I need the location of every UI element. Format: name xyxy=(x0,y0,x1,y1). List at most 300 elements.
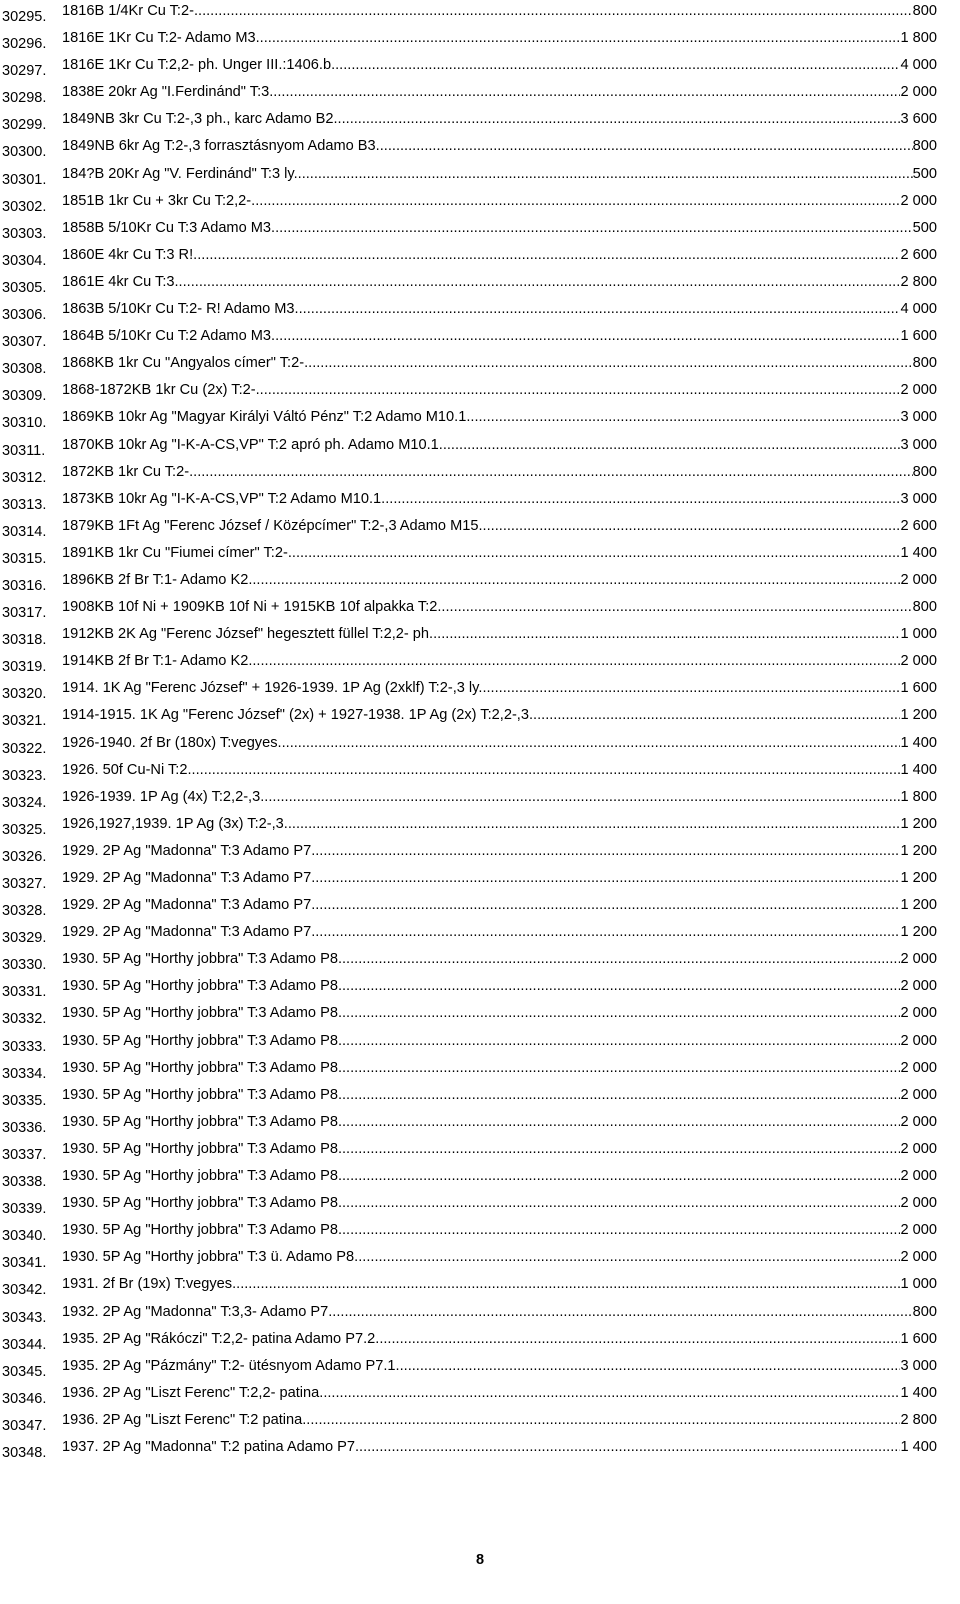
list-item xyxy=(0,434,960,461)
dot-leader xyxy=(354,1249,900,1265)
item-description: 1931. 2f Br (19x) T:vegyes xyxy=(62,1276,233,1293)
item-description: 1896KB 2f Br T:1- Adamo K2 xyxy=(62,571,249,588)
item-price: 2 000 xyxy=(900,1140,937,1157)
list-item xyxy=(0,1246,960,1273)
entry-line xyxy=(62,897,937,913)
dot-leader xyxy=(251,193,900,209)
lot-number: 30295. xyxy=(2,9,47,25)
dot-leader xyxy=(319,1385,900,1401)
list-item xyxy=(0,54,960,81)
item-description: 1816E 1Kr Cu T:2,2- ph. Unger III.:1406.b xyxy=(62,57,332,74)
entry-line xyxy=(62,274,937,290)
entry-line xyxy=(62,735,937,751)
list-item xyxy=(0,0,960,27)
list-item xyxy=(0,352,960,379)
item-description: 1935. 2P Ag "Pázmány" T:2- ütésnyom Adamo P7.1 xyxy=(62,1357,396,1374)
dot-leader xyxy=(248,572,900,588)
item-price: 2 600 xyxy=(900,517,937,534)
entry-line xyxy=(62,816,937,832)
item-description: 1929. 2P Ag "Madonna" T:3 Adamo P7 xyxy=(62,897,312,914)
item-price: 2 000 xyxy=(900,1113,937,1130)
item-price: 500 xyxy=(912,165,937,182)
item-price: 800 xyxy=(912,138,937,155)
dot-leader xyxy=(256,382,901,398)
list-item xyxy=(0,840,960,867)
dot-leader xyxy=(338,1087,901,1103)
lot-number: 30313. xyxy=(2,496,47,513)
dot-leader xyxy=(260,789,900,805)
entry-line xyxy=(62,518,937,534)
list-item xyxy=(0,406,960,433)
item-description: 1930. 5P Ag "Horthy jobbra" T:3 Adamo P8 xyxy=(62,951,338,968)
dot-leader xyxy=(332,1304,912,1320)
item-price: 3 000 xyxy=(900,436,937,453)
item-price: 3 000 xyxy=(900,409,937,426)
item-price: 4 000 xyxy=(900,301,937,318)
item-description: 1863B 5/10Kr Cu T:2- R! Adamo M3 xyxy=(62,301,295,318)
lot-number: 30330. xyxy=(2,957,47,974)
entry-line xyxy=(62,301,937,317)
item-description: 184?B 20Kr Ag "V. Ferdinánd" T:3 ly. xyxy=(62,165,298,182)
entry-line xyxy=(62,437,937,453)
list-item xyxy=(0,650,960,677)
item-price: 1 600 xyxy=(900,328,937,345)
item-description: 1930. 5P Ag "Horthy jobbra" T:3 Adamo P8 xyxy=(62,1086,338,1103)
list-item xyxy=(0,325,960,352)
dot-leader xyxy=(248,653,900,669)
lot-number: 30343. xyxy=(2,1309,47,1326)
item-price: 2 000 xyxy=(900,1005,937,1022)
lot-number: 30302. xyxy=(2,198,47,215)
lot-number: 30316. xyxy=(2,577,47,594)
dot-leader xyxy=(338,1222,901,1238)
entry-line xyxy=(62,1385,937,1401)
item-description: 1868KB 1kr Cu "Angyalos címer" T:2- xyxy=(62,355,305,372)
item-price: 2 000 xyxy=(900,951,937,968)
lot-number: 30332. xyxy=(2,1011,47,1028)
item-description: 1930. 5P Ag "Horthy jobbra" T:3 Adamo P8 xyxy=(62,1059,338,1076)
item-description: 1930. 5P Ag "Horthy jobbra" T:3 Adamo P8 xyxy=(62,1113,338,1130)
item-price: 1 200 xyxy=(900,924,937,941)
entry-line xyxy=(62,1304,937,1320)
list-item xyxy=(0,1192,960,1219)
item-description: 1816E 1Kr Cu T:2- Adamo M3 xyxy=(62,30,256,47)
entry-line xyxy=(62,680,937,696)
dot-leader xyxy=(271,328,900,344)
dot-leader xyxy=(295,301,901,317)
entry-line xyxy=(62,1439,937,1455)
item-description: 1914KB 2f Br T:1- Adamo K2 xyxy=(62,653,249,670)
lot-number: 30333. xyxy=(2,1038,47,1055)
list-item xyxy=(0,1409,960,1436)
item-description: 1930. 5P Ag "Horthy jobbra" T:3 Adamo P8 xyxy=(62,1140,338,1157)
lot-number: 30327. xyxy=(2,876,47,892)
lot-number: 30329. xyxy=(2,930,47,947)
item-price: 1 000 xyxy=(900,1276,937,1293)
item-description: 1935. 2P Ag "Rákóczi" T:2,2- patina Adamo P7.2 xyxy=(62,1330,376,1347)
item-description: 1936. 2P Ag "Liszt Ferenc" T:2 patina xyxy=(62,1411,303,1428)
item-price: 2 000 xyxy=(900,1059,937,1076)
dot-leader xyxy=(278,735,901,751)
item-description: 1858B 5/10Kr Cu T:3 Adamo M3 xyxy=(62,219,272,236)
item-description: 1929. 2P Ag "Madonna" T:3 Adamo P7 xyxy=(62,924,312,941)
item-description: 1879KB 1Ft Ag "Ferenc József / Középcímer" T:2-,3 Adamo M15 xyxy=(62,517,479,534)
list-item xyxy=(0,163,960,190)
lot-number: 30337. xyxy=(2,1146,47,1163)
lot-number: 30301. xyxy=(2,171,47,188)
lot-number: 30339. xyxy=(2,1201,47,1218)
list-item xyxy=(0,379,960,406)
item-description: 1926-1940. 2f Br (180x) T:vegyes xyxy=(62,734,278,751)
item-price: 800 xyxy=(912,463,937,480)
lot-number: 30315. xyxy=(2,550,47,567)
item-description: 1908KB 10f Ni + 1909KB 10f Ni + 1915KB 10f alpakka T:2 xyxy=(62,599,438,616)
entry-line xyxy=(62,491,937,507)
lot-number: 30319. xyxy=(2,659,47,676)
lot-number: 30322. xyxy=(2,740,47,757)
dot-leader xyxy=(338,1195,901,1211)
item-price: 2 000 xyxy=(900,653,937,670)
dot-leader xyxy=(271,220,913,236)
entry-line xyxy=(62,1358,937,1374)
list-item xyxy=(0,975,960,1002)
list-item xyxy=(0,1436,960,1463)
lot-number: 30334. xyxy=(2,1065,47,1082)
list-item xyxy=(0,190,960,217)
item-price: 3 000 xyxy=(900,1357,937,1374)
dot-leader xyxy=(304,355,913,371)
entry-line xyxy=(62,247,937,263)
item-price: 2 000 xyxy=(900,571,937,588)
item-price: 1 400 xyxy=(900,734,937,751)
list-item xyxy=(0,704,960,731)
dot-leader xyxy=(338,1033,901,1049)
list-item xyxy=(0,244,960,271)
entry-line xyxy=(62,382,937,398)
dot-leader xyxy=(194,3,913,19)
list-item xyxy=(0,677,960,704)
lot-number: 30340. xyxy=(2,1228,47,1245)
entry-line xyxy=(62,599,937,615)
list-item xyxy=(0,1138,960,1165)
item-description: 1891KB 1kr Cu "Fiumei címer" T:2- xyxy=(62,544,288,561)
list-item xyxy=(0,1084,960,1111)
item-description: 1932. 2P Ag "Madonna" T:3,3- Adamo P7. xyxy=(62,1303,333,1320)
entry-line xyxy=(62,978,937,994)
item-price: 2 000 xyxy=(900,382,937,399)
lot-number: 30344. xyxy=(2,1336,47,1353)
entry-line xyxy=(62,3,937,19)
list-item xyxy=(0,596,960,623)
entry-line xyxy=(62,545,937,561)
list-item xyxy=(0,948,960,975)
list-item xyxy=(0,732,960,759)
entry-line xyxy=(62,1276,937,1292)
item-price: 4 000 xyxy=(900,57,937,74)
lot-number: 30296. xyxy=(2,36,47,53)
item-price: 1 600 xyxy=(900,1330,937,1347)
dot-leader xyxy=(381,491,900,507)
dot-leader xyxy=(311,870,900,886)
lot-number: 30341. xyxy=(2,1255,47,1272)
item-description: 1926. 50f Cu-Ni T:2 xyxy=(62,761,188,778)
lot-number: 30325. xyxy=(2,821,47,838)
dot-leader xyxy=(396,1358,901,1374)
list-item xyxy=(0,813,960,840)
entry-line xyxy=(62,870,937,886)
list-item xyxy=(0,759,960,786)
lot-number: 30342. xyxy=(2,1282,47,1299)
item-description: 1873KB 10kr Ag "I-K-A-CS,VP" T:2 Adamo M10.1 xyxy=(62,490,382,507)
lot-number: 30326. xyxy=(2,848,47,865)
entry-line xyxy=(62,409,937,425)
dot-leader xyxy=(311,897,900,913)
lot-number: 30314. xyxy=(2,523,47,540)
list-item xyxy=(0,921,960,948)
lot-number: 30306. xyxy=(2,307,47,324)
list-item xyxy=(0,786,960,813)
dot-leader xyxy=(355,1439,900,1455)
item-description: 1849NB 3kr Cu T:2-,3 ph., karc Adamo B2 xyxy=(62,111,334,128)
dot-leader xyxy=(338,1005,901,1021)
item-description: 1937. 2P Ag "Madonna" T:2 patina Adamo P7 xyxy=(62,1438,355,1455)
item-price: 1 600 xyxy=(900,680,937,697)
entry-line xyxy=(62,328,937,344)
lot-number: 30346. xyxy=(2,1390,47,1407)
lot-number: 30335. xyxy=(2,1092,47,1109)
list-item xyxy=(0,81,960,108)
lot-number: 30320. xyxy=(2,686,47,703)
list-item xyxy=(0,217,960,244)
item-description: 1930. 5P Ag "Horthy jobbra" T:3 Adamo P8 xyxy=(62,1222,338,1239)
item-description: 1864B 5/10Kr Cu T:2 Adamo M3 xyxy=(62,328,272,345)
list-item xyxy=(0,623,960,650)
lot-number: 30312. xyxy=(2,469,47,486)
item-description: 1930. 5P Ag "Horthy jobbra" T:3 Adamo P8 xyxy=(62,1005,338,1022)
entry-line xyxy=(62,1060,937,1076)
lot-number: 30309. xyxy=(2,388,47,405)
dot-leader xyxy=(269,84,900,100)
dot-leader xyxy=(338,1168,901,1184)
lot-number: 30300. xyxy=(2,144,47,161)
entry-line xyxy=(62,57,937,73)
lot-number: 30345. xyxy=(2,1363,47,1380)
dot-leader xyxy=(466,409,900,425)
lot-number: 30328. xyxy=(2,903,47,920)
list-item xyxy=(0,108,960,135)
item-price: 800 xyxy=(912,1303,937,1320)
item-description: 1929. 2P Ag "Madonna" T:3 Adamo P7 xyxy=(62,870,312,886)
item-price: 2 000 xyxy=(900,978,937,995)
dot-leader xyxy=(298,166,913,182)
item-price: 1 200 xyxy=(900,870,937,886)
item-price: 2 800 xyxy=(900,1411,937,1428)
list-item xyxy=(0,1273,960,1300)
lot-number: 30311. xyxy=(2,442,46,459)
item-price: 3 600 xyxy=(900,111,937,128)
entry-line xyxy=(62,1005,937,1021)
item-description: 1912KB 2K Ag "Ferenc József" hegesztett füllel T:2,2- ph. xyxy=(62,626,434,643)
entry-line xyxy=(62,1087,937,1103)
lot-number: 30331. xyxy=(2,984,47,1001)
lot-number: 30348. xyxy=(2,1444,47,1461)
item-price: 800 xyxy=(912,355,937,372)
item-description: 1914. 1K Ag "Ferenc József" + 1926-1939. 1P Ag (2xklf) T:2-,3 ly. xyxy=(62,680,483,697)
list-item xyxy=(0,894,960,921)
item-description: 1869KB 10kr Ag "Magyar Királyi Váltó Pénz" T:2 Adamo M10.1 xyxy=(62,409,467,426)
dot-leader xyxy=(284,816,901,832)
list-item xyxy=(0,1030,960,1057)
dot-leader xyxy=(482,680,900,696)
entry-line xyxy=(62,1168,937,1184)
lot-number: 30323. xyxy=(2,767,47,784)
dot-leader xyxy=(175,274,901,290)
item-price: 2 000 xyxy=(900,1032,937,1049)
entry-line xyxy=(62,626,937,642)
dot-leader xyxy=(529,707,900,723)
list-item xyxy=(0,271,960,298)
item-price: 2 600 xyxy=(900,246,937,263)
dot-leader xyxy=(311,924,900,940)
item-price: 2 000 xyxy=(900,1195,937,1212)
item-price: 2 000 xyxy=(900,1222,937,1239)
entry-line xyxy=(62,1412,937,1428)
item-description: 1851B 1kr Cu + 3kr Cu T:2,2- xyxy=(62,192,252,209)
list-item xyxy=(0,1111,960,1138)
list-item xyxy=(0,135,960,162)
item-price: 1 800 xyxy=(900,30,937,47)
dot-leader xyxy=(189,464,913,480)
lot-number: 30299. xyxy=(2,117,47,134)
entry-line xyxy=(62,1141,937,1157)
item-price: 800 xyxy=(912,3,937,19)
lot-number: 30310. xyxy=(2,415,47,432)
item-price: 500 xyxy=(912,219,937,236)
entry-line xyxy=(62,138,937,154)
entry-line xyxy=(62,30,937,46)
lot-number: 30303. xyxy=(2,225,47,242)
lot-number: 30304. xyxy=(2,252,47,269)
lot-number: 30318. xyxy=(2,632,47,649)
lot-number: 30317. xyxy=(2,605,47,622)
entry-line xyxy=(62,84,937,100)
list-item xyxy=(0,1219,960,1246)
dot-leader xyxy=(439,437,901,453)
list-item xyxy=(0,1355,960,1382)
dot-leader xyxy=(338,951,901,967)
item-description: 1930. 5P Ag "Horthy jobbra" T:3 ü. Adamo P8 xyxy=(62,1249,355,1266)
lot-number: 30336. xyxy=(2,1119,47,1136)
entry-line xyxy=(62,1249,937,1265)
item-description: 1816B 1/4Kr Cu T:2- xyxy=(62,3,194,19)
item-description: 1930. 5P Ag "Horthy jobbra" T:3 Adamo P8 xyxy=(62,1168,338,1185)
entry-line xyxy=(62,111,937,127)
dot-leader xyxy=(302,1412,900,1428)
lot-number: 30321. xyxy=(2,713,47,730)
list-item xyxy=(0,515,960,542)
list-item xyxy=(0,569,960,596)
item-description: 1860E 4kr Cu T:3 R! xyxy=(62,246,194,263)
entry-line xyxy=(62,653,937,669)
item-price: 1 800 xyxy=(900,788,937,805)
lot-number: 30324. xyxy=(2,794,47,811)
dot-leader xyxy=(338,1060,901,1076)
dot-leader xyxy=(437,599,912,615)
item-price: 3 000 xyxy=(900,490,937,507)
dot-leader xyxy=(232,1276,900,1292)
item-price: 2 000 xyxy=(900,192,937,209)
item-description: 1930. 5P Ag "Horthy jobbra" T:3 Adamo P8 xyxy=(62,1195,338,1212)
dot-leader xyxy=(333,111,900,127)
entry-line xyxy=(62,220,937,236)
dot-leader xyxy=(331,57,900,73)
entry-line xyxy=(62,1033,937,1049)
dot-leader xyxy=(375,1331,900,1347)
dot-leader xyxy=(256,30,901,46)
item-price: 1 200 xyxy=(900,815,937,832)
dot-leader xyxy=(311,843,900,859)
lot-number: 30305. xyxy=(2,279,47,296)
lot-number: 30338. xyxy=(2,1174,47,1191)
list-item xyxy=(0,488,960,515)
entry-line xyxy=(62,951,937,967)
entry-line xyxy=(62,789,937,805)
page-number: 8 xyxy=(475,1552,485,1568)
list-item xyxy=(0,298,960,325)
dot-leader xyxy=(479,518,901,534)
entry-line xyxy=(62,1222,937,1238)
list-item xyxy=(0,867,960,894)
list-item xyxy=(0,461,960,488)
item-description: 1936. 2P Ag "Liszt Ferenc" T:2,2- patina xyxy=(62,1384,320,1401)
lot-number: 30297. xyxy=(2,63,47,80)
item-description: 1929. 2P Ag "Madonna" T:3 Adamo P7 xyxy=(62,842,312,859)
item-description: 1870KB 10kr Ag "I-K-A-CS,VP" T:2 apró ph. Adamo M10.1 xyxy=(62,436,439,453)
item-price: 2 000 xyxy=(900,84,937,101)
item-description: 1930. 5P Ag "Horthy jobbra" T:3 Adamo P8 xyxy=(62,1032,338,1049)
lot-number: 30307. xyxy=(2,334,47,351)
entry-line xyxy=(62,924,937,940)
item-price: 2 000 xyxy=(900,1086,937,1103)
item-price: 1 200 xyxy=(900,842,937,859)
item-price: 1 400 xyxy=(900,1384,937,1401)
item-price: 2 000 xyxy=(900,1168,937,1185)
item-description: 1849NB 6kr Ag T:2-,3 forrasztásnyom Adamo B3 xyxy=(62,138,376,155)
lot-number: 30347. xyxy=(2,1417,47,1434)
list-item xyxy=(0,1328,960,1355)
entry-line xyxy=(62,464,937,480)
entry-line xyxy=(62,572,937,588)
list-item xyxy=(0,1382,960,1409)
item-description: 1868-1872KB 1kr Cu (2x) T:2- xyxy=(62,382,256,399)
item-price: 800 xyxy=(912,599,937,616)
entry-line xyxy=(62,843,937,859)
dot-leader xyxy=(338,978,901,994)
item-price: 1 200 xyxy=(900,707,937,724)
list-item xyxy=(0,1165,960,1192)
entry-line xyxy=(62,193,937,209)
item-price: 1 200 xyxy=(900,897,937,914)
item-description: 1914-1915. 1K Ag "Ferenc József" (2x) + 1927-1938. 1P Ag (2x) T:2,2-,3 xyxy=(62,707,529,724)
dot-leader xyxy=(288,545,901,561)
lot-number: 30308. xyxy=(2,361,47,378)
entry-line xyxy=(62,1195,937,1211)
item-description: 1838E 20kr Ag "I.Ferdinánd" T:3 xyxy=(62,84,270,101)
item-description: 1930. 5P Ag "Horthy jobbra" T:3 Adamo P8 xyxy=(62,978,338,995)
item-description: 1926-1939. 1P Ag (4x) T:2,2-,3 xyxy=(62,788,261,805)
entry-line xyxy=(62,1114,937,1130)
dot-leader xyxy=(376,138,913,154)
